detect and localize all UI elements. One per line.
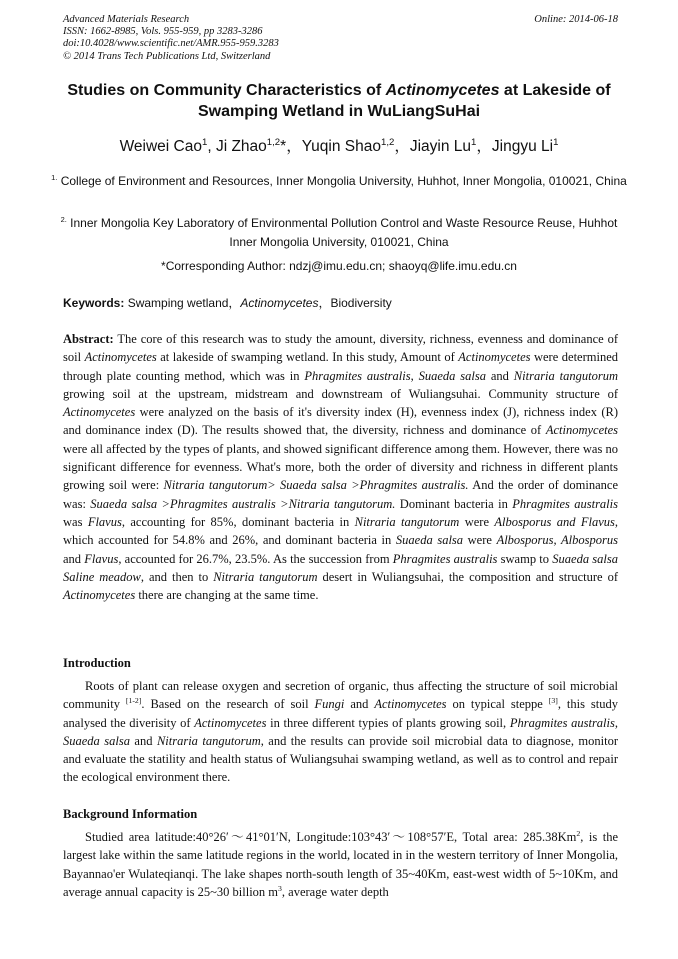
intro-text: on typical steppe <box>446 697 549 712</box>
abstract-text: And the order of dominance was: <box>63 478 619 511</box>
section-heading-background: Background Information <box>63 807 198 821</box>
author-name: Weiwei Cao <box>119 138 202 155</box>
author-separator: ， <box>286 138 302 155</box>
keywords-line <box>63 295 618 311</box>
affiliation-text: Inner Mongolia Key Laboratory of Environmental Pollution Control and Waste Resource Reuse, Huhhot Inner Mongolia University, 010021, China <box>70 216 618 249</box>
author-name: Yuqin Shao <box>301 138 381 155</box>
abstract-italic: Nitraria tangutorum <box>213 569 318 584</box>
abstract-text: , and then to <box>140 569 214 584</box>
intro-text: Roots of plant can release oxygen and secretion of organic, thus affecting the structure of soil microbial community <box>63 679 618 712</box>
abstract-italic: Albosporus and Flavus <box>494 514 615 529</box>
author-affil-sup: 1,2 <box>381 136 395 148</box>
section-heading-introduction: Introduction <box>63 656 131 670</box>
intro-text: , and the results can provide soil microbial data to diagnose, monitor and evaluate the statility and health status of Wuliangsuhai swamping wetland, as well as to control and repair the ecological environment there. <box>63 733 618 785</box>
author-name: Jingyu Li <box>491 138 554 155</box>
title-italic: Actinomycetes <box>385 82 500 99</box>
title-part-2: at Lakeside of Swamping Wetland in WuLiangSuHai <box>197 82 611 120</box>
abstract-italic: Suaeda salsa >Phragmites australis >Nitraria tangutorum. <box>90 496 396 511</box>
corresponding-mark: * <box>280 138 287 155</box>
keyword-italic: Actinomycetes <box>240 296 319 310</box>
background-text: , average water depth <box>281 884 389 899</box>
citation: [3] <box>548 696 558 706</box>
abstract-text: , accounted for 26.7%, 23.5%. As the succession from <box>118 551 393 566</box>
abstract-italic: Flavus <box>87 514 122 529</box>
copyright-line: © 2014 Trans Tech Publications Ltd, Switzerland <box>63 50 271 62</box>
doi-line: doi:10.4028/www.scientific.net/AMR.955-959.3283 <box>63 38 279 50</box>
abstract-italic: Phragmites australis <box>392 551 498 566</box>
abstract-text: was <box>63 514 88 529</box>
intro-italic: Nitraria tangutorum <box>156 733 261 748</box>
intro-text: . Based on the research of soil <box>141 697 315 712</box>
abstract-label: Abstract: <box>63 332 114 346</box>
intro-italic: Actinomycetes <box>374 697 447 712</box>
intro-text: and <box>344 697 375 712</box>
intro-text: in three different typies of plants growing soil, <box>266 715 510 730</box>
abstract <box>63 330 618 604</box>
abstract-text: , accounting for 85%, dominant bacteria in <box>121 514 355 529</box>
intro-text: , <box>614 715 618 730</box>
author-affil-sup: 1 <box>471 136 477 148</box>
abstract-italic: Actinomycetes <box>63 588 136 603</box>
abstract-italic: Flavus <box>84 551 119 566</box>
abstract-italic: Actinomycetes <box>458 350 531 365</box>
abstract-italic: Phragmites australis <box>512 496 618 511</box>
abstract-italic: Albosporus, Albosporus <box>496 533 618 548</box>
abstract-text: at lakeside of swamping wetland. In this study, Amount of <box>156 350 459 365</box>
author-affil-sup: 1,2 <box>266 136 281 148</box>
abstract-italic: Nitraria tangutorum <box>513 368 618 383</box>
abstract-italic: Actinomycetes <box>63 405 136 420</box>
abstract-text: and <box>486 368 514 383</box>
abstract-text: were analyzed on the basis of it's diversity index (H), evenness index (J), richness index (R) and dominance index (D). The results showed that, the diversity, richness and dominance of <box>63 405 618 438</box>
online-date: Online: 2014-06-18 <box>534 14 618 25</box>
abstract-text: were <box>463 533 497 548</box>
abstract-text: , which accounted for 54.8% and 26%, and dominant bacteria in <box>63 514 619 548</box>
keyword-text: ，Biodiversity <box>318 296 392 310</box>
intro-text: and <box>129 733 157 748</box>
superscript: 2 <box>576 828 581 838</box>
abstract-italic: Actinomycetes <box>84 350 157 365</box>
abstract-text: The core of this research was to study the amount, diversity, richness, evenness and dominance of soil <box>63 332 618 365</box>
author-separator: , <box>207 138 216 155</box>
abstract-text: there are changing at the same time. <box>135 588 319 603</box>
abstract-text: swamp to <box>497 551 553 566</box>
keywords-label: Keywords: <box>63 296 125 310</box>
abstract-text: growing soil at the upstream, midstream and downstream of Wuliangsuhai. Community structure of <box>63 386 618 401</box>
author-list <box>40 137 638 157</box>
journal-name: Advanced Materials Research <box>63 14 190 25</box>
abstract-italic: Suaeda salsa Saline meadow <box>63 551 618 584</box>
affiliation-2 <box>50 214 628 252</box>
abstract-text: desert in Wuliangsuhai, the composition and structure of <box>317 569 618 584</box>
intro-italic: Actinomycetes <box>194 715 267 730</box>
abstract-text: were all affected by the types of plants, and showed significant difference among them. However, there was no significant difference for evenness. What's more, both the order of diversity and richness in different plants growing soil were: <box>63 441 618 493</box>
journal-header <box>63 14 618 63</box>
author-separator: ， <box>476 138 492 155</box>
abstract-italic: Nitraria tangutorum <box>354 514 460 529</box>
abstract-italic: Suaeda salsa <box>418 368 486 383</box>
affiliation-number: 1. <box>51 173 58 182</box>
intro-italic: Suaeda salsa <box>63 733 130 748</box>
title-part-1: Studies on Community Characteristics of <box>67 82 386 99</box>
intro-text: , this study analysed the diverisity of <box>63 697 618 730</box>
affiliation-1 <box>50 172 628 191</box>
superscript: 3 <box>278 883 282 893</box>
author-separator: ， <box>394 138 410 155</box>
abstract-text: were determined through plate counting method, which was in <box>63 350 618 383</box>
author-affil-sup: 1 <box>201 136 208 148</box>
abstract-text: Dominant bacteria in <box>395 496 513 511</box>
abstract-text: were <box>459 514 495 529</box>
keyword-text: Swamping wetland， <box>124 296 241 310</box>
intro-italic: Fungi <box>314 697 345 712</box>
background-text: Studied area latitude:40°26′～41°01′N, Longitude:103°43′～108°57′E, Total area: 285.38Km <box>85 830 577 844</box>
intro-italic: Phragmites australis <box>509 715 615 730</box>
abstract-italic: Nitraria tangutorum> Suaeda salsa >Phragmites australis. <box>163 478 469 493</box>
abstract-italic: Phragmites australis <box>304 368 411 383</box>
abstract-text: and <box>63 551 85 566</box>
paper-title <box>40 80 638 122</box>
introduction-paragraph <box>63 677 618 787</box>
issn-line: ISSN: 1662-8985, Vols. 955-959, pp 3283-3286 <box>63 26 263 38</box>
citation: [1-2] <box>125 696 142 706</box>
abstract-italic: Suaeda salsa <box>395 533 464 548</box>
affiliation-text: College of Environment and Resources, Inner Mongolia University, Huhhot, Inner Mongolia, 010021, China <box>60 174 627 188</box>
author-name: Ji Zhao <box>215 138 267 155</box>
corresponding-author: *Corresponding Author: ndzj@imu.edu.cn; shaoyq@life.imu.edu.cn <box>161 259 517 273</box>
background-paragraph <box>63 828 618 901</box>
affiliation-number: 2. <box>60 215 67 224</box>
author-affil-sup: 1 <box>553 136 559 148</box>
background-text: , is the largest lake within the same latitude regions in the world, located in in the western territory of Inner Mongolia, Bayannao'er Wulateqianqi. The lake shapes north-south length of 35~40Km, east-west width of 5~10Km, and average annual capacity is 25~30 billion m <box>63 830 618 899</box>
abstract-text: , <box>410 368 419 383</box>
author-name: Jiayin Lu <box>409 138 472 155</box>
abstract-italic: Actinomycetes <box>545 423 618 438</box>
